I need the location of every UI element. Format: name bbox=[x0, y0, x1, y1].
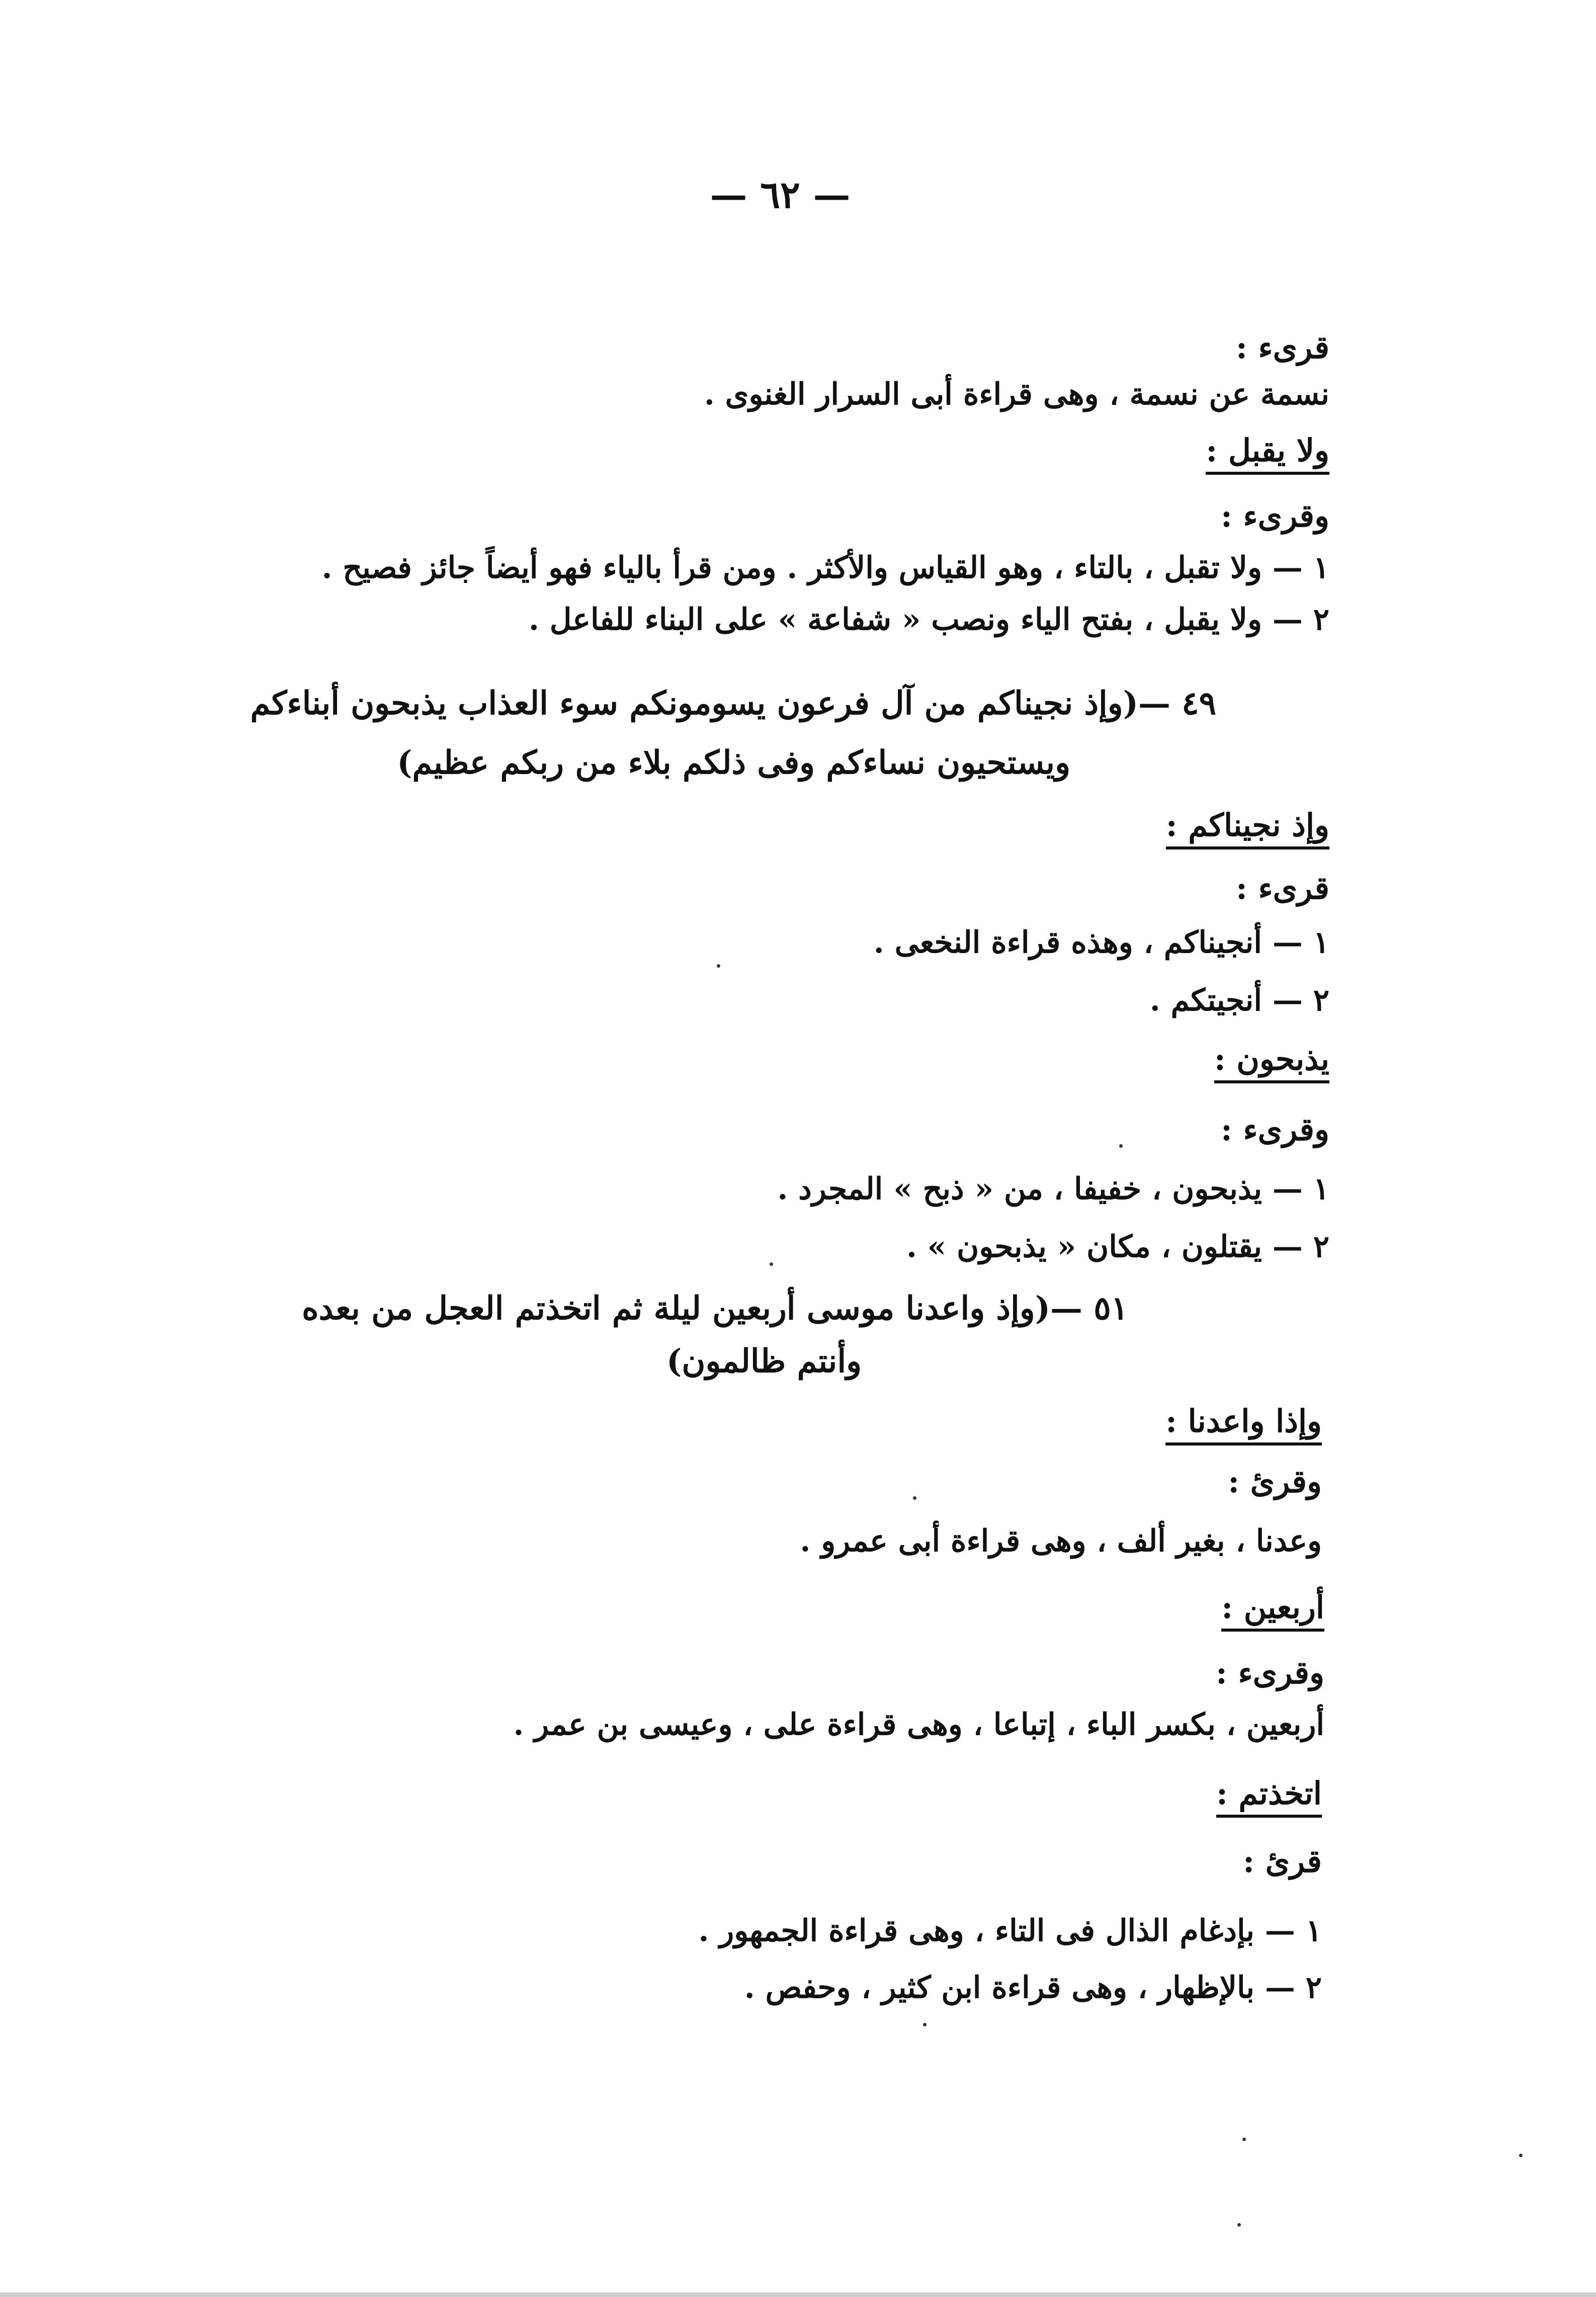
word-heading bbox=[1206, 433, 1329, 468]
heading-text: أربعين : bbox=[1221, 1589, 1324, 1632]
qira-label: وقرئ : bbox=[1228, 1463, 1322, 1500]
verse-line: ٤٩ —(وإذ نجيناكم من آل فرعون يسومونكم سوء العذاب يذبحون أبناءكم bbox=[250, 685, 1216, 722]
word-heading bbox=[1166, 807, 1329, 843]
word-heading bbox=[1221, 1589, 1324, 1625]
scan-speck bbox=[1242, 2138, 1246, 2141]
heading-text: يذبحون : bbox=[1214, 1041, 1329, 1083]
word-heading bbox=[1216, 1775, 1322, 1811]
heading-text: اتخذتم : bbox=[1216, 1775, 1322, 1818]
text-line: ٢ — أنجيتكم . bbox=[1149, 983, 1329, 1018]
page-bottom-edge bbox=[0, 2292, 1596, 2297]
text-line: ١ — بإدغام الذال فى التاء ، وهى قراءة الجمهور . bbox=[698, 1913, 1322, 1948]
verse-line: ويستحيون نساءكم وفى ذلكم بلاء من ربكم عظيم) bbox=[397, 744, 1070, 782]
scan-speck bbox=[1519, 2154, 1523, 2157]
scan-speck bbox=[717, 964, 720, 968]
text-line: ٢ — ولا يقبل ، بفتح الياء ونصب « شفاعة » على البناء للفاعل . bbox=[529, 602, 1329, 637]
qira-label: قرىء : bbox=[1236, 329, 1329, 366]
qira-label: قرئ : bbox=[1243, 1843, 1322, 1880]
qira-label: قرىء : bbox=[1236, 870, 1329, 906]
text-line: ١ — ولا تقبل ، بالتاء ، وهو القياس والأكثر . ومن قرأ بالياء فهو أيضاً جائز فصيح . bbox=[321, 550, 1329, 585]
heading-text: ولا يقبل : bbox=[1206, 432, 1329, 475]
qira-label: وقرىء : bbox=[1221, 1111, 1329, 1148]
text-line: ٢ — بالإظهار ، وهى قراءة ابن كثير ، وحفص . bbox=[744, 1970, 1322, 2005]
text-line: ٢ — يقتلون ، مكان « يذبحون » . bbox=[906, 1229, 1329, 1264]
verse-line: وأنتم ظالمون) bbox=[666, 1342, 862, 1380]
word-heading bbox=[1165, 1403, 1322, 1439]
text-line: وعدنا ، بغير ألف ، وهى قراءة أبى عمرو . bbox=[800, 1523, 1322, 1559]
heading-text: وإذ نجيناكم : bbox=[1166, 807, 1329, 849]
word-heading bbox=[1214, 1041, 1329, 1077]
qira-label: وقرىء : bbox=[1221, 497, 1329, 534]
page-number: — ٦٢ — bbox=[710, 174, 851, 217]
scan-speck bbox=[913, 1496, 916, 1500]
text-line: أربعين ، بكسر الباء ، إتباعا ، وهى قراءة على ، وعيسى بن عمر . bbox=[513, 1707, 1324, 1742]
heading-text: وإذا واعدنا : bbox=[1165, 1403, 1322, 1445]
text-line: ١ — يذبحون ، خفيفا ، من « ذبح » المجرد . bbox=[777, 1171, 1329, 1207]
verse-line: ٥١ —(وإذ واعدنا موسى أربعين ليلة ثم اتخذتم العجل من بعده bbox=[302, 1290, 1128, 1327]
scan-speck bbox=[770, 1262, 773, 1266]
scan-speck bbox=[1237, 2223, 1241, 2227]
qira-label: وقرىء : bbox=[1216, 1654, 1324, 1691]
scan-speck bbox=[1119, 1144, 1123, 1148]
text-line: نسمة عن نسمة ، وهى قراءة أبى السرار الغنوى . bbox=[704, 377, 1329, 412]
scan-speck bbox=[923, 2023, 927, 2026]
text-line: ١ — أنجيناكم ، وهذه قراءة النخعى . bbox=[873, 925, 1329, 960]
